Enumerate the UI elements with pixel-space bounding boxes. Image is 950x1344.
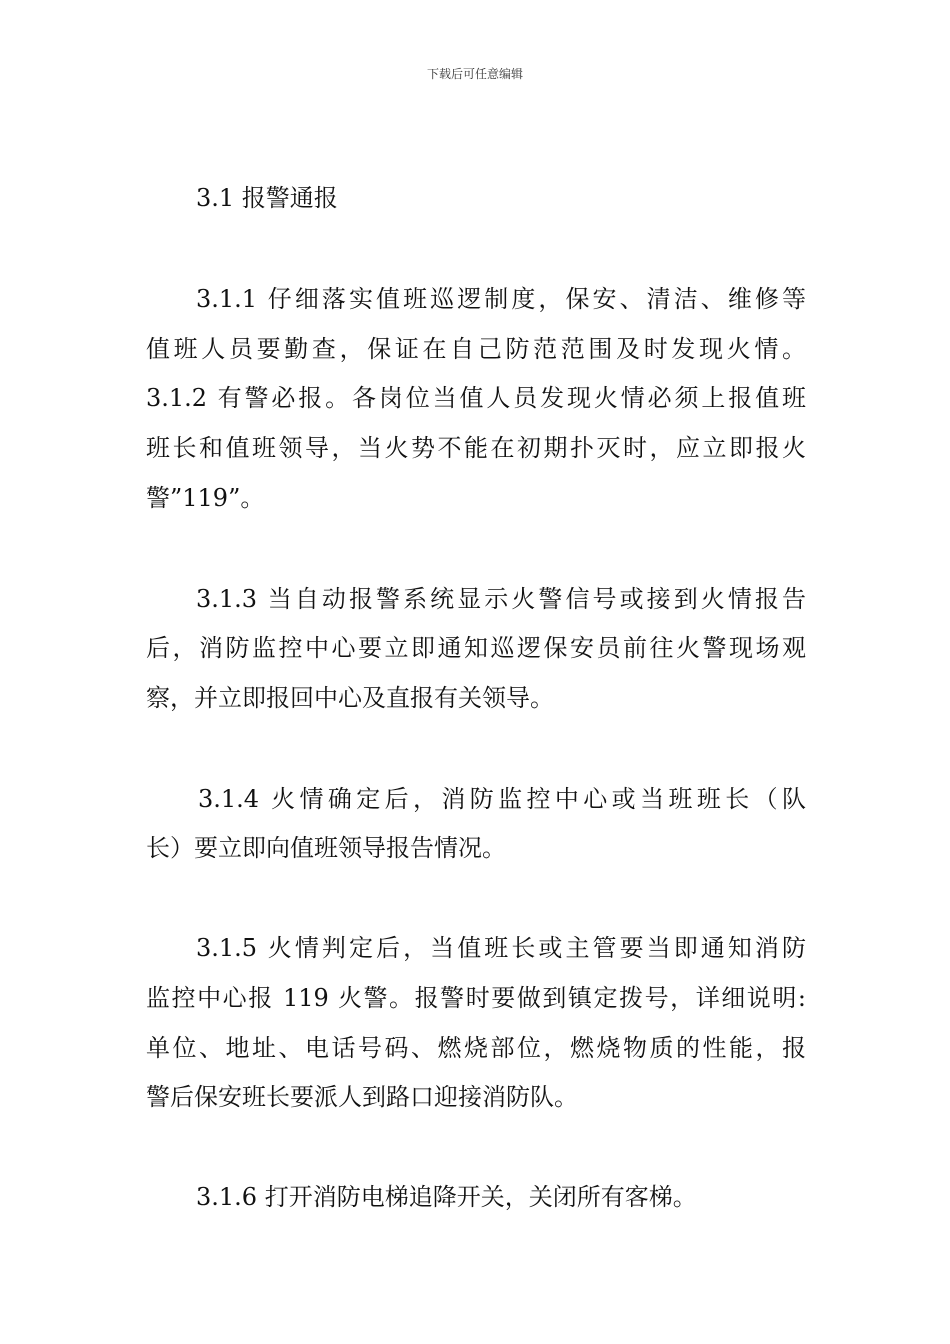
text-line: 3.1.3 当自动报警系统显示火警信号或接到火情报告 [196,585,806,613]
text-line: 3.1.6 打开消防电梯追降开关，关闭所有客梯。 [196,1183,697,1211]
text-line: 监控中心报 119 火警。报警时要做到镇定拨号，详细说明: [146,984,806,1012]
text-line: 长）要立即向值班领导报告情况。 [146,834,506,862]
text-line: 3.1.1 仔细落实值班巡逻制度，保安、清洁、维修等 [196,285,806,313]
text-line: 班长和值班领导，当火势不能在初期扑灭时，应立即报火 [146,434,806,462]
text-line: 警后保安班长要派人到路口迎接消防队。 [146,1083,578,1111]
text-line: 3.1.5 火情判定后，当值班长或主管要当即通知消防 [196,934,806,962]
section-heading: 3.1 报警通报 [196,184,338,212]
page-header: 下载后可任意编辑 [426,67,523,81]
text-line: 单位、地址、电话号码、燃烧部位，燃烧物质的性能，报 [146,1034,806,1062]
text-line: 值班人员要勤查，保证在自己防范范围及时发现火情。 [146,335,806,363]
text-line: 3.1.2 有警必报。各岗位当值人员发现火情必须上报值班 [146,384,806,412]
text-line: 3.1.4 火情确定后，消防监控中心或当班班长（队 [198,785,806,813]
text-line: 警”119”。 [146,484,265,512]
text-line: 察，并立即报回中心及直报有关领导。 [146,684,554,712]
text-line: 后，消防监控中心要立即通知巡逻保安员前往火警现场观 [146,634,806,662]
